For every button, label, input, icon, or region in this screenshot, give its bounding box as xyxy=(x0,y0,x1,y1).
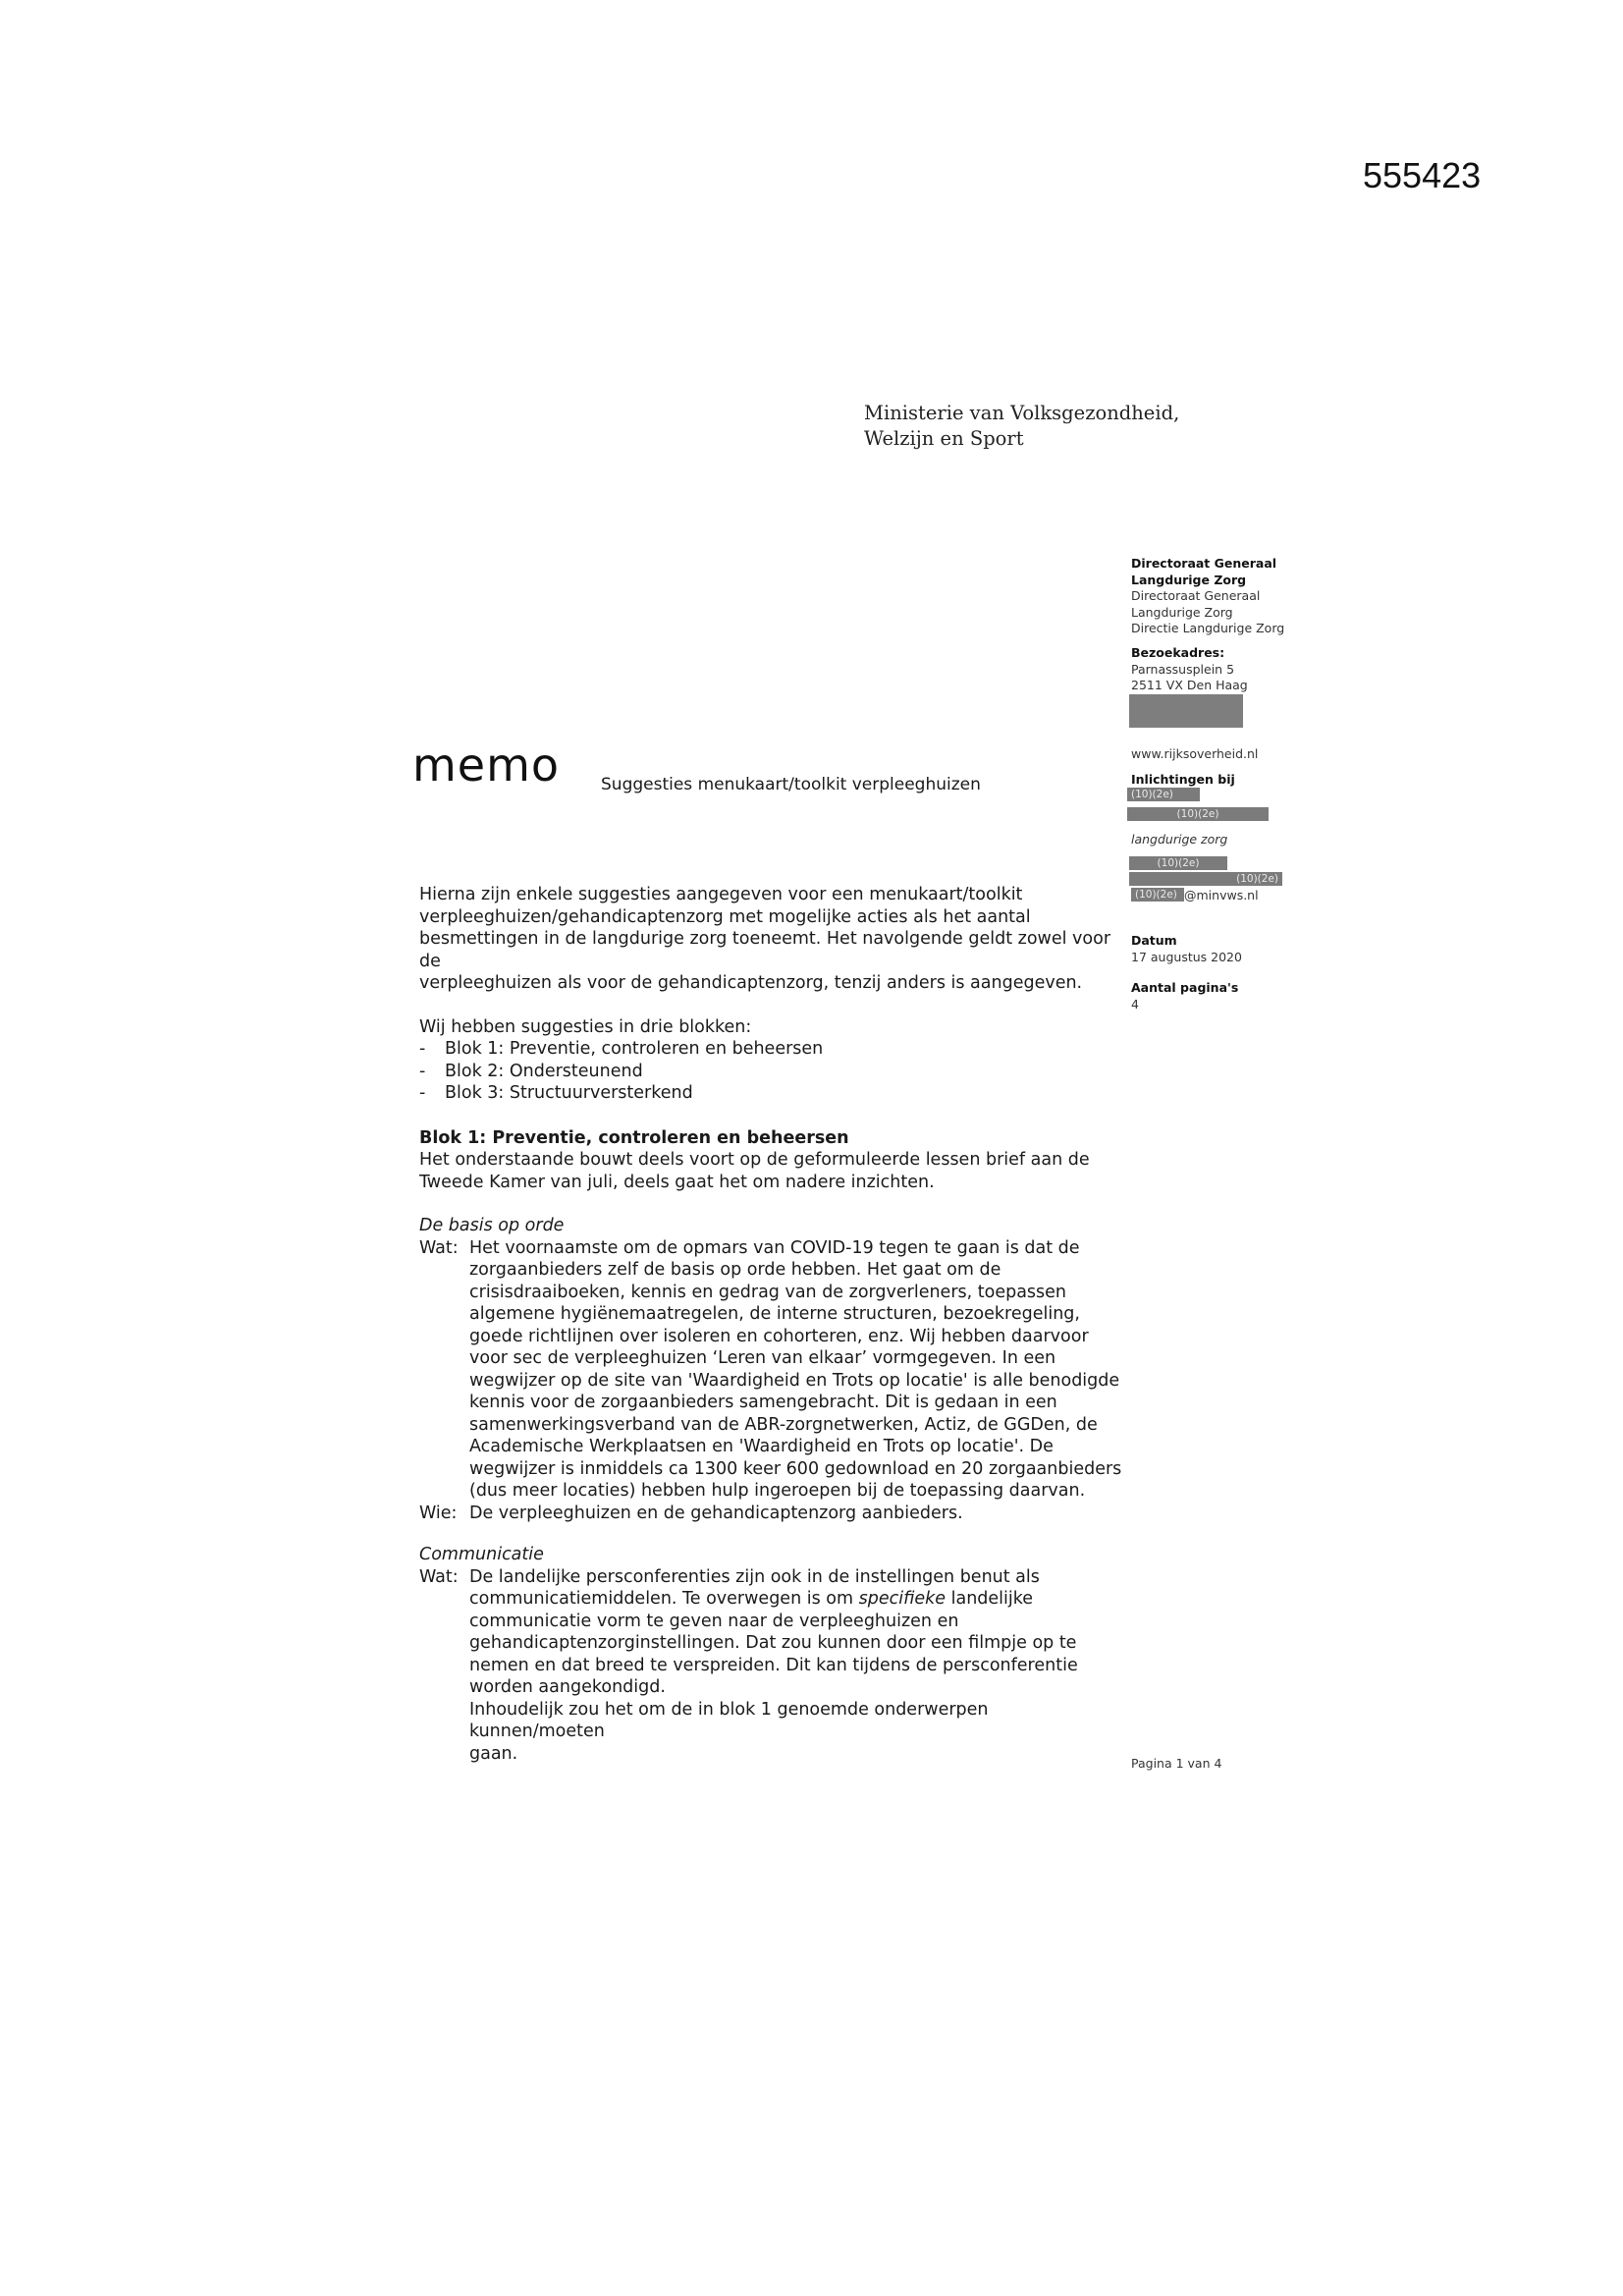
intro-line: Hierna zijn enkele suggesties aangegeven voor een menukaart/toolkit xyxy=(419,885,1023,904)
section-title: Communicatie xyxy=(419,1545,544,1564)
what-line: gaan. xyxy=(469,1743,518,1764)
redaction-box: (10)(2e) xyxy=(1129,856,1227,870)
info-label: Inlichtingen bij xyxy=(1131,772,1235,787)
what-line: algemene hygiënemaatregelen, de interne structuren, bezoekregeling, xyxy=(469,1304,1080,1324)
section-title: De basis op orde xyxy=(419,1216,565,1235)
memo-title: memo xyxy=(412,738,561,792)
what-line: De landelijke persconferenties zijn ook in de instellingen benut als xyxy=(469,1566,1040,1587)
date-label: Datum xyxy=(1131,933,1177,948)
what-line: Academische Werkplaatsen en 'Waardigheid en Trots op locatie'. De xyxy=(469,1437,1054,1456)
what-line: zorgaanbieders zelf de basis op orde hebben. Het gaat om de xyxy=(469,1260,1001,1280)
memo-subject: Suggesties menukaart/toolkit verpleeghuizen xyxy=(601,775,981,794)
visit-address-line: Parnassusplein 5 xyxy=(1131,661,1235,677)
org-line: Langdurige Zorg xyxy=(1131,604,1233,620)
visit-address-label: Bezoekadres: xyxy=(1131,645,1225,660)
ministry-line-2: Welzijn en Sport xyxy=(864,427,1024,450)
block1-heading: Blok 1: Preventie, controleren en beheersen xyxy=(419,1127,849,1148)
block-list-item: - Blok 2: Ondersteunend xyxy=(419,1061,643,1081)
what-line: nemen en dat breed te verspreiden. Dit kan tijdens de persconferentie xyxy=(469,1655,1078,1675)
ministry-line-1: Ministerie van Volksgezondheid, xyxy=(864,402,1180,424)
block1-intro-line: Tweede Kamer van juli, deels gaat het om nadere inzichten. xyxy=(419,1172,935,1192)
block-list-item: - Blok 3: Structuurversterkend xyxy=(419,1083,693,1103)
block-list-item: - Blok 1: Preventie, controleren en beheersen xyxy=(419,1039,824,1059)
visit-address-block xyxy=(1131,645,1327,694)
section2-what xyxy=(419,1566,1126,1766)
org-line: Directoraat Generaal xyxy=(1131,588,1261,603)
pages-label: Aantal pagina's xyxy=(1131,980,1239,995)
block1-intro-line: Het onderstaande bouwt deels voort op de geformuleerde lessen brief aan de xyxy=(419,1150,1090,1170)
ministry-name xyxy=(864,401,1179,452)
emphasis: specifieke xyxy=(858,1589,947,1609)
date-block xyxy=(1131,933,1242,965)
what-label: Wat: xyxy=(419,1566,459,1587)
redaction-box: (10)(2e) xyxy=(1127,788,1200,801)
dg-title-1: Directoraat Generaal xyxy=(1131,556,1277,571)
who-line: De verpleeghuizen en de gehandicaptenzorg aanbieders. xyxy=(469,1503,963,1523)
what-line: wegwijzer op de site van 'Waardigheid en Trots op locatie' is alle benodigde xyxy=(469,1370,1120,1391)
intro-line: verpleeghuizen als voor de gehandicaptenzorg, tenzij anders is aangegeven. xyxy=(419,973,1083,993)
org-line: Directie Langdurige Zorg xyxy=(1131,621,1285,635)
intro-line: besmettingen in de langdurige zorg toeneemt. Het navolgende geldt zowel voor de xyxy=(419,929,1111,971)
redaction-box: (10)(2e) xyxy=(1131,888,1184,902)
section1-what xyxy=(419,1237,1126,1503)
page-number: Pagina 1 van 4 xyxy=(1131,1756,1222,1771)
what-line: goede richtlijnen over isoleren en cohorteren, enz. Wij hebben daarvoor xyxy=(469,1326,1089,1346)
who-label: Wie: xyxy=(419,1503,458,1523)
email-suffix: @minvws.nl xyxy=(1184,888,1259,902)
what-line: crisisdraaiboeken, kennis en gedrag van de zorgverleners, toepassen xyxy=(469,1282,1067,1302)
redaction-box: (10)(2e) xyxy=(1129,872,1282,886)
section1-who xyxy=(419,1503,1126,1525)
pages-value: 4 xyxy=(1131,996,1139,1011)
what-line: voor sec de verpleeghuizen ‘Leren van elkaar’ vormgegeven. In een xyxy=(469,1348,1056,1368)
dg-title-2: Langdurige Zorg xyxy=(1131,572,1247,587)
intro-line: verpleeghuizen/gehandicaptenzorg met mogelijke acties als het aantal xyxy=(419,906,1031,927)
what-label: Wat: xyxy=(419,1237,459,1258)
what-line: worden aangekondigd. xyxy=(469,1677,666,1697)
date-value: 17 augustus 2020 xyxy=(1131,949,1242,964)
what-line: Inhoudelijk zou het om de in blok 1 genoemde onderwerpen kunnen/moeten xyxy=(469,1699,989,1741)
blocks-intro: Wij hebben suggesties in drie blokken: xyxy=(419,1016,752,1037)
what-line: Het voornaamste om de opmars van COVID-19 tegen te gaan is dat de xyxy=(469,1237,1080,1258)
info-department: langdurige zorg xyxy=(1131,832,1228,847)
what-line: samenwerkingsverband van de ABR-zorgnetwerken, Actiz, de GGDen, de xyxy=(469,1414,1098,1435)
what-line: communicatie vorm te geven naar de verpleeghuizen en xyxy=(469,1611,959,1631)
what-line: kennis voor de zorgaanbieders samengebracht. Dit is gedaan in een xyxy=(469,1393,1057,1412)
redaction-box xyxy=(1129,694,1243,728)
document-number: 555423 xyxy=(1363,155,1482,195)
what-line: gehandicaptenzorginstellingen. Dat zou kunnen door een filmpje op te xyxy=(469,1633,1077,1653)
redaction-box: (10)(2e) xyxy=(1127,807,1269,821)
what-line: wegwijzer is inmiddels ca 1300 keer 600 gedownload en 20 zorgaanbieders xyxy=(469,1458,1122,1479)
memo-body xyxy=(419,884,1126,1765)
pages-block xyxy=(1131,980,1238,1012)
sender-block xyxy=(1131,556,1327,637)
what-line: (dus meer locaties) hebben hulp ingeroepen bij de toepassing daarvan. xyxy=(469,1481,1086,1501)
what-line: communicatiemiddelen. Te overwegen is om specifieke landelijke xyxy=(469,1589,1034,1609)
visit-address-line: 2511 VX Den Haag xyxy=(1131,678,1248,692)
website-link[interactable]: www.rijksoverheid.nl xyxy=(1131,746,1259,761)
